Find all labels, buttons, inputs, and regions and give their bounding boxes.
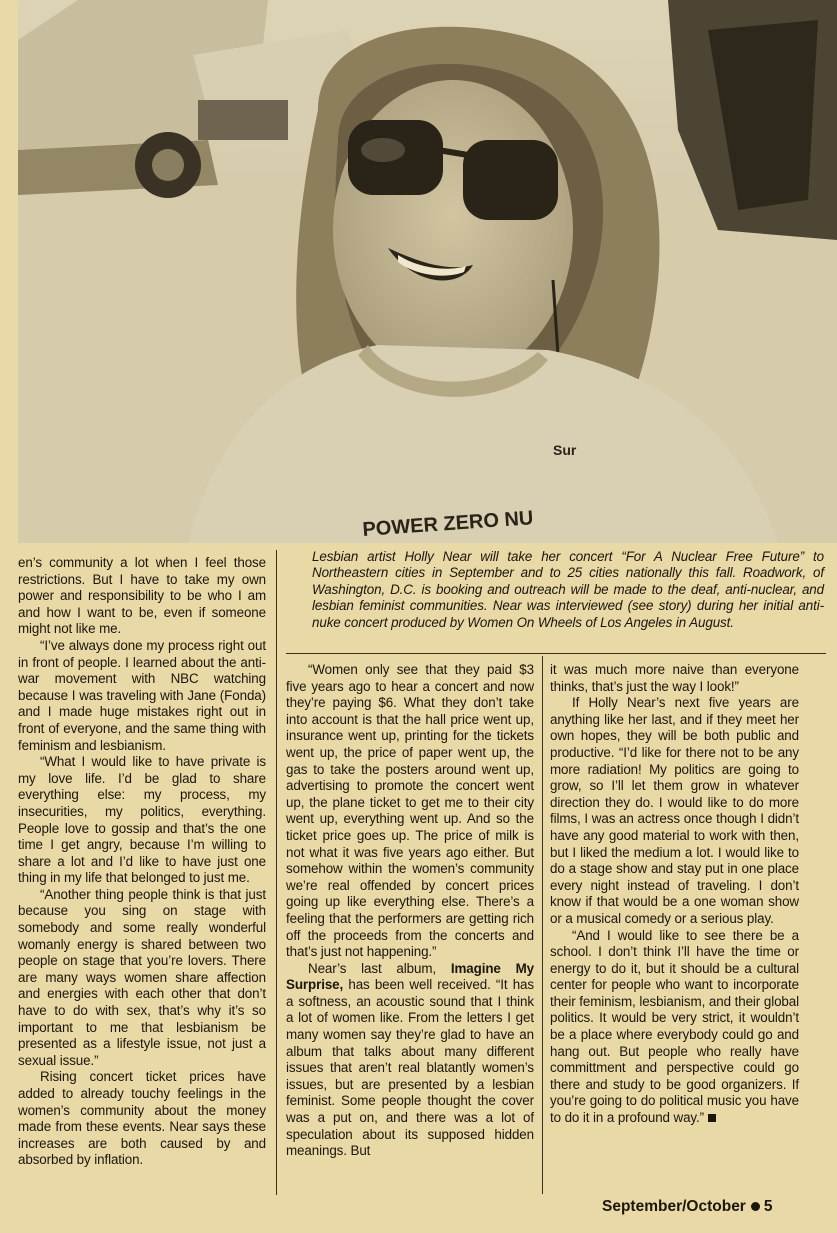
album-paragraph: [286, 961, 534, 1160]
album-text-before: Near’s last album,: [308, 960, 451, 976]
portrait-photo: [18, 0, 837, 543]
bullet-icon: [751, 1202, 760, 1211]
page-footer: [602, 1198, 772, 1216]
final-text: “And I would like to see there be a school. I don’t think I’ll have the time or energy to do it, but it should be a cultural center for people who want to incorporate their feminism, lesbianism, and their global politics. It would be very strict, it wouldn’t be a place where everybody could go and hang out. But people who really have committment and perspective could go there and study to be good organizers. If you’re going to do political music you have to do it in a profound way.”: [550, 927, 799, 1126]
paragraph: “Another thing people think is that just because you sing on stage with somebody and some really wonderful womanly energy is shared between two people on stage that you’re lovers. There are many ways women share affection and energies with each other that don’t have to do with sex, that’s why it’s so important to me that lesbianism be presented as a lifestyle issue, not just a sexual issue.”: [18, 886, 266, 1068]
page-number: 5: [763, 1198, 773, 1215]
shirt-logo: Sur: [553, 442, 577, 458]
paragraph: “Women only see that they paid $3 five years ago to hear a concert and now they’re paying $6. What they don’t take into account is that the hall price went up, insurance went up, printing for the tickets went up, the price of paper went up, the gas to take the posters around went up, advertising to promote the concert went up, the plane ticket to get me to their city went up, everything went up. And so the ticket price goes up. The price of milk is not what it was five years ago either. But somehow within the women’s community we’re real offended by concert prices going up like everything else. There’s a feeling that the performers are getting rich off the proceeds from the concerts and that’s just not happening.”: [286, 662, 534, 960]
column-divider-2: [542, 656, 543, 1194]
paragraph: Rising concert ticket prices have added to already touchy feelings in the women’s community about the money made from these events. Near says these increases are both caused by and absorbed by inflation.: [18, 1069, 266, 1168]
article-column-3: [550, 662, 799, 1127]
paragraph: “What I would like to have private is my love life. I’d be glad to share everything else: my process, my insecurities, my politics, everything. People love to gossip and that’s the one time I get angry, because I’m willing to share a lot and I’d like to have just one thing in my life that belonged to just me.: [18, 754, 266, 886]
caption-divider: [286, 653, 826, 654]
photo-illustration: [18, 0, 837, 543]
paragraph: If Holly Near’s next five years are anything like her last, and if they meet her own hopes, they will be both public and productive. “I’d like for there not to be any more radiation! My politics are going to grow, so I’ll let them grow in whatever direction they do. I would like to do more films, I was an actress once though I didn’t have any good material to work with then, but I liked the medium a lot. I would like to do a stage show and stay put in one place every night instead of traveling. I don’t know if that would be a one woman show or a musical comedy or a serious play.: [550, 695, 799, 926]
paragraph-final: [550, 928, 799, 1127]
article-column-1: [18, 555, 266, 1169]
paragraph: en’s community a lot when I feel those restrictions. But I have to take my own power and responsibility to be who I am and how I want to be, even if someone might not like me.: [18, 555, 266, 637]
album-title: Imagine My Surprise,: [286, 960, 534, 993]
column-divider-1: [276, 550, 277, 1195]
album-text-after: has been well received. “It has a softness, an acoustic sound that I think a lot of women like. From the letters I get many women say they’re glad to have an album that talks about many different issues that aren’t real blatantly women’s issues, but are presented by a lesbian feminist. Some people thought the cover was a put on, and there was a lot of speculation about its supposed hidden meanings. But: [286, 977, 534, 1159]
shirt-text: POWER ZERO NU: [361, 507, 535, 541]
article-column-2: [286, 662, 534, 1160]
issue-label: September/October: [602, 1198, 746, 1215]
paragraph: it was much more naive than everyone thinks, that’s just the way I look!”: [550, 662, 799, 694]
end-mark-icon: [708, 1114, 716, 1122]
paragraph: “I’ve always done my process right out in front of people. I learned about the anti-war movement with NBC watching because I was traveling with Jane (Fonda) and I made huge mistakes right out in front of everyone, and the same thing with feminism and lesbianism.: [18, 637, 266, 753]
photo-caption: Lesbian artist Holly Near will take her concert “For A Nuclear Free Future” to Northeastern cities in September and to 25 cities nationally this fall. Roadwork, of Washington, D.C. is booking and outreach will be made to the deaf, anti-nuclear, and lesbian feminist communities. Near was interviewed (see story) during her initial anti-nuke concert produced by Women On Wheels of Los Angeles in August.: [312, 549, 824, 630]
